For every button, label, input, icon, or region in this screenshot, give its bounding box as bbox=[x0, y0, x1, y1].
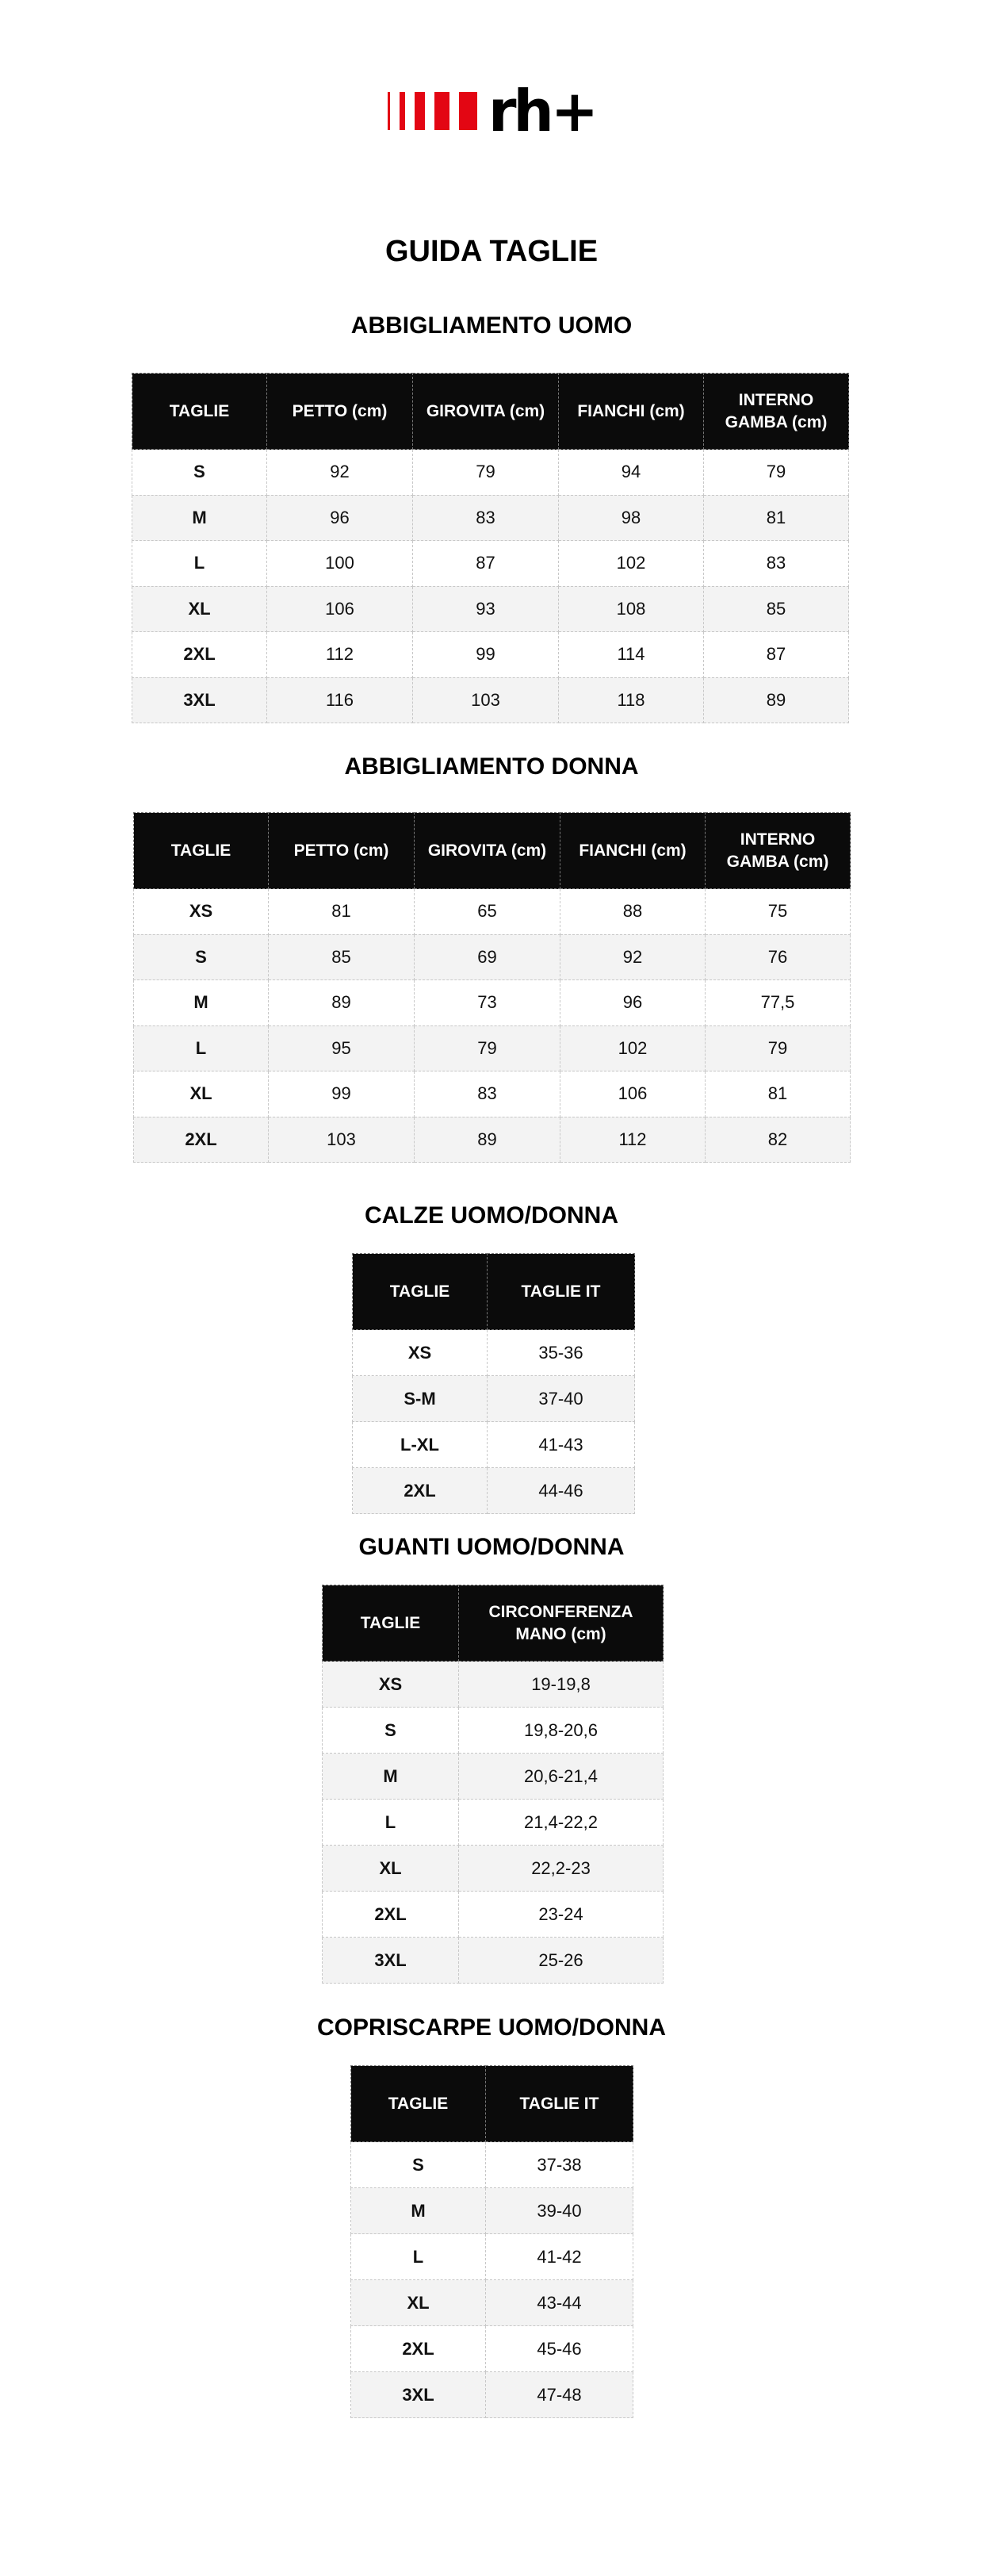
size-cell: XL bbox=[134, 1071, 269, 1117]
size-cell: M bbox=[134, 980, 269, 1026]
value-cell: 37-38 bbox=[486, 2142, 633, 2188]
value-cell: 81 bbox=[704, 495, 849, 541]
table-row bbox=[351, 2188, 633, 2234]
rows-copriscarpe bbox=[351, 2142, 633, 2418]
size-cell: M bbox=[323, 1754, 459, 1800]
table-row bbox=[323, 1846, 664, 1892]
size-cell: 2XL bbox=[323, 1892, 459, 1938]
size-table-donna bbox=[133, 812, 851, 1163]
table-row bbox=[134, 934, 851, 980]
size-table-calze bbox=[352, 1253, 635, 1514]
size-cell: M bbox=[132, 495, 267, 541]
section-title-copriscarpe: COPRISCARPE UOMO/DONNA bbox=[316, 2014, 667, 2041]
table-row bbox=[134, 1117, 851, 1163]
table-row bbox=[132, 541, 849, 587]
col-header: INTERNO GAMBA (cm) bbox=[706, 813, 851, 889]
value-cell: 22,2-23 bbox=[459, 1846, 664, 1892]
value-cell: 25-26 bbox=[459, 1938, 664, 1984]
table-row bbox=[323, 1708, 664, 1754]
size-cell: 2XL bbox=[353, 1468, 488, 1514]
rows-guanti bbox=[323, 1662, 664, 1984]
value-cell: 112 bbox=[560, 1117, 706, 1163]
value-cell: 103 bbox=[413, 677, 559, 723]
value-cell: 85 bbox=[704, 586, 849, 632]
col-header: FIANCHI (cm) bbox=[559, 374, 704, 450]
size-cell: L bbox=[134, 1025, 269, 1071]
col-header: CIRCONFERENZA MANO (cm) bbox=[459, 1585, 664, 1662]
table-row bbox=[132, 450, 849, 496]
size-cell: L bbox=[132, 541, 267, 587]
col-header: PETTO (cm) bbox=[269, 813, 415, 889]
col-header: GIROVITA (cm) bbox=[413, 374, 559, 450]
value-cell: 99 bbox=[413, 632, 559, 678]
value-cell: 79 bbox=[415, 1025, 560, 1071]
size-cell: 2XL bbox=[351, 2326, 486, 2372]
value-cell: 47-48 bbox=[486, 2372, 633, 2418]
size-cell: 3XL bbox=[323, 1938, 459, 1984]
table-row bbox=[134, 980, 851, 1026]
table-row bbox=[134, 889, 851, 935]
logo-bars-icon bbox=[388, 92, 477, 130]
size-table-guanti bbox=[322, 1585, 664, 1984]
rows-donna bbox=[134, 889, 851, 1163]
rows-uomo bbox=[132, 450, 849, 723]
value-cell: 93 bbox=[413, 586, 559, 632]
size-cell: XS bbox=[353, 1330, 488, 1376]
section-title-calze: CALZE UOMO/DONNA bbox=[365, 1202, 618, 1229]
table-row bbox=[134, 1025, 851, 1071]
col-header: INTERNO GAMBA (cm) bbox=[704, 374, 849, 450]
col-header: TAGLIE bbox=[353, 1254, 488, 1330]
value-cell: 89 bbox=[415, 1117, 560, 1163]
table-row bbox=[323, 1800, 664, 1846]
value-cell: 92 bbox=[560, 934, 706, 980]
size-cell: 3XL bbox=[132, 677, 267, 723]
value-cell: 118 bbox=[559, 677, 704, 723]
value-cell: 99 bbox=[269, 1071, 415, 1117]
size-table-uomo bbox=[132, 373, 849, 723]
value-cell: 89 bbox=[704, 677, 849, 723]
value-cell: 108 bbox=[559, 586, 704, 632]
size-cell: S bbox=[132, 450, 267, 496]
value-cell: 103 bbox=[269, 1117, 415, 1163]
value-cell: 100 bbox=[267, 541, 413, 587]
size-cell: L-XL bbox=[353, 1422, 488, 1468]
table-row bbox=[353, 1422, 635, 1468]
table-row bbox=[351, 2280, 633, 2326]
value-cell: 65 bbox=[415, 889, 560, 935]
value-cell: 96 bbox=[267, 495, 413, 541]
section-title-donna: ABBIGLIAMENTO DONNA bbox=[344, 753, 639, 780]
size-table-copriscarpe bbox=[350, 2065, 633, 2418]
size-cell: XL bbox=[132, 586, 267, 632]
value-cell: 85 bbox=[269, 934, 415, 980]
value-cell: 116 bbox=[267, 677, 413, 723]
value-cell: 45-46 bbox=[486, 2326, 633, 2372]
size-cell: 2XL bbox=[132, 632, 267, 678]
size-cell: L bbox=[351, 2234, 486, 2280]
size-cell: XS bbox=[134, 889, 269, 935]
page-title: GUIDA TAGLIE bbox=[384, 235, 599, 268]
value-cell: 79 bbox=[706, 1025, 851, 1071]
value-cell: 41-43 bbox=[488, 1422, 635, 1468]
value-cell: 73 bbox=[415, 980, 560, 1026]
table-row bbox=[353, 1468, 635, 1514]
size-cell: S bbox=[323, 1708, 459, 1754]
value-cell: 102 bbox=[560, 1025, 706, 1071]
value-cell: 94 bbox=[559, 450, 704, 496]
value-cell: 19,8-20,6 bbox=[459, 1708, 664, 1754]
value-cell: 37-40 bbox=[488, 1376, 635, 1422]
value-cell: 39-40 bbox=[486, 2188, 633, 2234]
size-cell: 3XL bbox=[351, 2372, 486, 2418]
section-title-guanti: GUANTI UOMO/DONNA bbox=[358, 1534, 625, 1560]
value-cell: 79 bbox=[704, 450, 849, 496]
size-cell: S bbox=[134, 934, 269, 980]
table-row bbox=[134, 1071, 851, 1117]
table-row bbox=[132, 632, 849, 678]
table-row bbox=[323, 1662, 664, 1708]
size-cell: S bbox=[351, 2142, 486, 2188]
table-row bbox=[351, 2372, 633, 2418]
table-row bbox=[351, 2142, 633, 2188]
value-cell: 102 bbox=[559, 541, 704, 587]
col-header: PETTO (cm) bbox=[267, 374, 413, 450]
col-header: TAGLIE bbox=[134, 813, 269, 889]
value-cell: 83 bbox=[415, 1071, 560, 1117]
table-row bbox=[132, 586, 849, 632]
logo-text: rh+ bbox=[488, 78, 596, 144]
value-cell: 81 bbox=[706, 1071, 851, 1117]
value-cell: 79 bbox=[413, 450, 559, 496]
brand-logo bbox=[0, 78, 983, 144]
table-row bbox=[132, 495, 849, 541]
value-cell: 69 bbox=[415, 934, 560, 980]
table-row bbox=[351, 2234, 633, 2280]
value-cell: 114 bbox=[559, 632, 704, 678]
table-row bbox=[353, 1330, 635, 1376]
value-cell: 21,4-22,2 bbox=[459, 1800, 664, 1846]
value-cell: 96 bbox=[560, 980, 706, 1026]
col-header: TAGLIE bbox=[323, 1585, 459, 1662]
value-cell: 44-46 bbox=[488, 1468, 635, 1514]
size-cell: 2XL bbox=[134, 1117, 269, 1163]
value-cell: 88 bbox=[560, 889, 706, 935]
section-title-uomo: ABBIGLIAMENTO UOMO bbox=[350, 312, 633, 339]
value-cell: 82 bbox=[706, 1117, 851, 1163]
table-row bbox=[323, 1754, 664, 1800]
value-cell: 75 bbox=[706, 889, 851, 935]
col-header: FIANCHI (cm) bbox=[560, 813, 706, 889]
size-cell: XS bbox=[323, 1662, 459, 1708]
value-cell: 76 bbox=[706, 934, 851, 980]
value-cell: 81 bbox=[269, 889, 415, 935]
value-cell: 95 bbox=[269, 1025, 415, 1071]
value-cell: 112 bbox=[267, 632, 413, 678]
table-row bbox=[132, 677, 849, 723]
value-cell: 87 bbox=[704, 632, 849, 678]
col-header: TAGLIE bbox=[351, 2066, 486, 2142]
value-cell: 77,5 bbox=[706, 980, 851, 1026]
size-cell: L bbox=[323, 1800, 459, 1846]
table-row bbox=[323, 1938, 664, 1984]
size-cell: S-M bbox=[353, 1376, 488, 1422]
size-cell: XL bbox=[351, 2280, 486, 2326]
col-header: TAGLIE bbox=[132, 374, 267, 450]
value-cell: 19-19,8 bbox=[459, 1662, 664, 1708]
value-cell: 20,6-21,4 bbox=[459, 1754, 664, 1800]
table-row bbox=[323, 1892, 664, 1938]
value-cell: 23-24 bbox=[459, 1892, 664, 1938]
value-cell: 41-42 bbox=[486, 2234, 633, 2280]
size-cell: M bbox=[351, 2188, 486, 2234]
size-cell: XL bbox=[323, 1846, 459, 1892]
table-row bbox=[353, 1376, 635, 1422]
rows-calze bbox=[353, 1330, 635, 1514]
value-cell: 106 bbox=[267, 586, 413, 632]
table-row bbox=[351, 2326, 633, 2372]
col-header: TAGLIE IT bbox=[486, 2066, 633, 2142]
value-cell: 87 bbox=[413, 541, 559, 587]
value-cell: 106 bbox=[560, 1071, 706, 1117]
value-cell: 35-36 bbox=[488, 1330, 635, 1376]
value-cell: 98 bbox=[559, 495, 704, 541]
col-header: GIROVITA (cm) bbox=[415, 813, 560, 889]
value-cell: 83 bbox=[704, 541, 849, 587]
value-cell: 89 bbox=[269, 980, 415, 1026]
value-cell: 83 bbox=[413, 495, 559, 541]
value-cell: 92 bbox=[267, 450, 413, 496]
col-header: TAGLIE IT bbox=[488, 1254, 635, 1330]
value-cell: 43-44 bbox=[486, 2280, 633, 2326]
